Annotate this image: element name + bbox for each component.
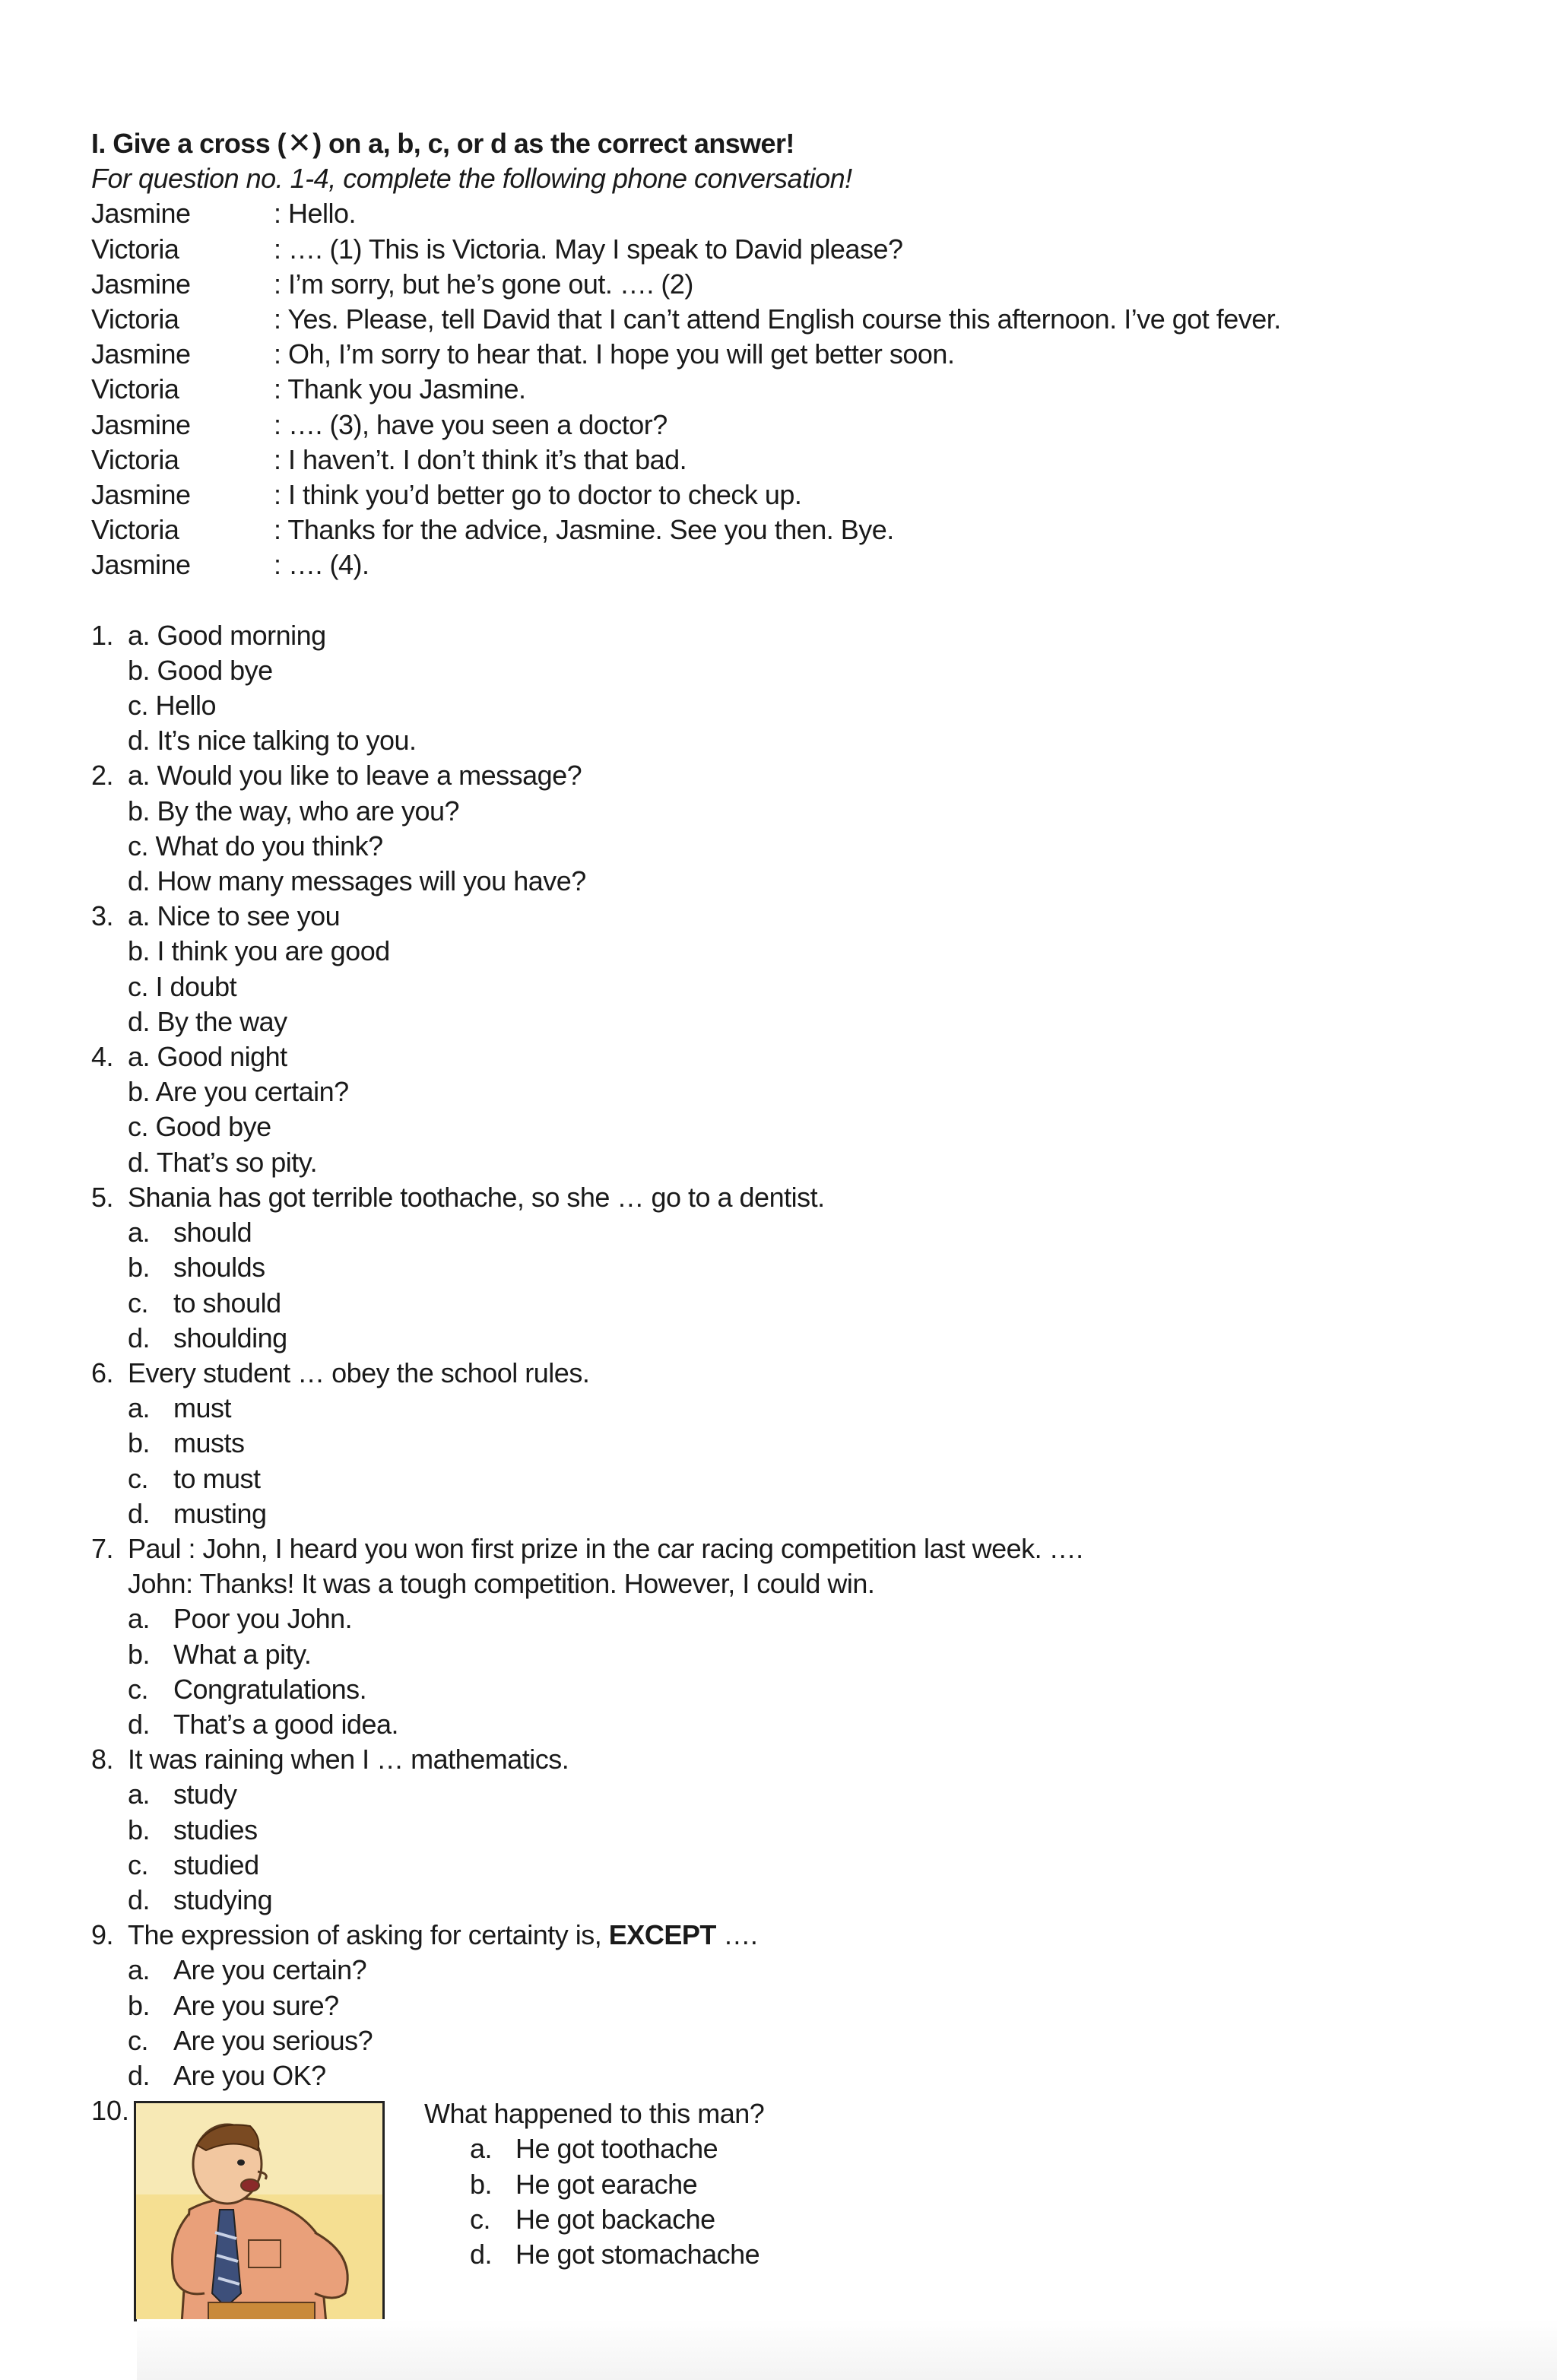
heading-prefix: I. Give a cross (: [91, 128, 286, 159]
option: [91, 1813, 1521, 1848]
option: [91, 1426, 1521, 1461]
dialog-line: [91, 408, 1521, 443]
option: [91, 1848, 1521, 1883]
speaker: Jasmine: [91, 268, 191, 300]
speaker: Jasmine: [91, 338, 191, 370]
dialog-line: [91, 267, 1521, 302]
man-illustration-icon: [136, 2103, 385, 2321]
question-6: [91, 1356, 1521, 1531]
option: [91, 2058, 1521, 2093]
option-text: He got stomachache: [515, 2238, 760, 2270]
option: [91, 1707, 1521, 1742]
option: a. Good night: [128, 1041, 287, 1073]
option: b. I think you are good: [128, 935, 390, 967]
option: d. How many messages will you have?: [128, 865, 586, 897]
dialog-line: [91, 547, 1521, 582]
utterance: : …. (1) This is Victoria. May I speak to David please?: [274, 233, 903, 265]
option: c. I doubt: [128, 970, 237, 1002]
question-10: [91, 2093, 1521, 2321]
utterance: : Thanks for the advice, Jasmine. See you then. Bye.: [274, 514, 894, 546]
option-letter: c.: [128, 1462, 149, 1494]
option-letter: b.: [470, 2168, 493, 2200]
option-text: to must: [173, 1462, 261, 1494]
utterance: : …. (4).: [274, 549, 369, 581]
worksheet: [91, 126, 1521, 2321]
dialog-line: [91, 302, 1521, 337]
option-text: He got earache: [515, 2168, 698, 2200]
question-number: 1.: [91, 619, 114, 651]
option: [91, 2023, 1521, 2058]
option-text: Are you serious?: [173, 2024, 373, 2056]
utterance: : I haven’t. I don’t think it’s that bad.: [274, 443, 687, 475]
option: [91, 1672, 1521, 1707]
option: c. Good bye: [128, 1111, 271, 1143]
dialog-line: [91, 196, 1521, 231]
option-text: studied: [173, 1848, 259, 1880]
option-text: That’s a good idea.: [173, 1708, 399, 1740]
option-text: shoulds: [173, 1252, 265, 1284]
option: a. Nice to see you: [128, 900, 341, 932]
question-stem: What happened to this man?: [424, 2098, 765, 2130]
dialog: [91, 196, 1521, 582]
question-stem: Paul : John, I heard you won first prize in the car racing competition last week. ….: [128, 1532, 1083, 1564]
option-text: He got backache: [515, 2203, 715, 2235]
option-letter: b.: [128, 1427, 151, 1459]
option-letter: a.: [128, 1603, 151, 1635]
option-letter: d.: [128, 1497, 151, 1529]
cross-icon: ✕: [287, 128, 312, 160]
question-number: 5.: [91, 1181, 114, 1213]
utterance: : …. (3), have you seen a doctor?: [274, 408, 668, 440]
speaker: Jasmine: [91, 479, 191, 511]
option: [91, 1883, 1521, 1918]
dialog-line: [91, 337, 1521, 372]
speaker: Victoria: [91, 233, 179, 265]
question-7: [91, 1531, 1521, 1742]
utterance: : Hello.: [274, 198, 357, 230]
dialog-line: [91, 478, 1521, 512]
option-letter: a.: [128, 1217, 151, 1249]
question-2: [91, 758, 1521, 899]
option: d. By the way: [128, 1005, 287, 1037]
option-letter: a.: [128, 1779, 151, 1810]
option: a. Would you like to leave a message?: [128, 760, 582, 792]
speaker: Jasmine: [91, 198, 191, 230]
option: [424, 2237, 764, 2272]
option-text: must: [173, 1392, 232, 1424]
option: [91, 1250, 1521, 1285]
option: c. What do you think?: [128, 830, 383, 862]
option-text: should: [173, 1217, 252, 1249]
dialog-line: [91, 512, 1521, 547]
stem-suffix: ….: [715, 1919, 758, 1951]
question-number: 10.: [91, 2095, 130, 2127]
speaker: Jasmine: [91, 549, 191, 581]
utterance: : I’m sorry, but he’s gone out. …. (2): [274, 268, 693, 300]
utterance: : Thank you Jasmine.: [274, 373, 526, 405]
option-letter: d.: [128, 2059, 151, 2091]
option: [91, 1988, 1521, 2023]
question-number: 3.: [91, 900, 114, 932]
option-letter: c.: [128, 1848, 149, 1880]
option: b. Good bye: [128, 654, 273, 686]
question-5: [91, 1180, 1521, 1356]
stem-emphasis: EXCEPT: [608, 1919, 716, 1951]
question-number: 7.: [91, 1532, 114, 1564]
option-letter: c.: [128, 1673, 149, 1705]
option-text: musting: [173, 1497, 267, 1529]
speaker: Victoria: [91, 514, 179, 546]
question-stem: Every student … obey the school rules.: [128, 1357, 590, 1388]
question-stem-continued: John: Thanks! It was a tough competition. However, I could win.: [128, 1568, 875, 1600]
man-with-backache-illustration: [134, 2101, 385, 2321]
option: [424, 2202, 764, 2237]
option-letter: b.: [128, 1814, 151, 1845]
option: [91, 1321, 1521, 1356]
option: [424, 2131, 764, 2166]
option-text: Are you sure?: [173, 1989, 339, 2021]
spacer: [91, 583, 1521, 618]
question-number: 2.: [91, 760, 114, 792]
question-stem: [128, 1918, 1521, 1953]
option-letter: d.: [470, 2238, 493, 2270]
option-text: Congratulations.: [173, 1673, 367, 1705]
speaker: Victoria: [91, 443, 179, 475]
question-number: 9.: [91, 1919, 114, 1951]
option: [91, 1777, 1521, 1812]
question-9: [91, 1918, 1521, 2093]
question-4: [91, 1039, 1521, 1180]
option-letter: c.: [128, 1287, 149, 1319]
heading-suffix: ) on a, b, c, or d as the correct answer!: [312, 128, 794, 159]
question-stem: It was raining when I … mathematics.: [128, 1744, 569, 1775]
option-letter: a.: [128, 1392, 151, 1424]
option: a. Good morning: [128, 619, 326, 651]
option-letter: d.: [128, 1883, 151, 1915]
option: [91, 1215, 1521, 1250]
option: d. It’s nice talking to you.: [128, 725, 417, 757]
option: c. Hello: [128, 690, 217, 722]
option-text: musts: [173, 1427, 245, 1459]
option-letter: a.: [470, 2133, 493, 2165]
option-text: Poor you John.: [173, 1603, 353, 1635]
option-letter: c.: [128, 2024, 149, 2056]
option-text: He got toothache: [515, 2133, 718, 2165]
option: [91, 1461, 1521, 1496]
page-bottom-shade: [137, 2319, 1557, 2380]
instruction: For question no. 1-4, complete the following phone conversation!: [91, 163, 852, 195]
dialog-line: [91, 443, 1521, 478]
option-text: shoulding: [173, 1322, 287, 1353]
option-text: What a pity.: [173, 1638, 312, 1670]
option: [91, 1637, 1521, 1672]
speaker: Jasmine: [91, 408, 191, 440]
option-letter: b.: [128, 1638, 151, 1670]
option-letter: a.: [128, 1954, 151, 1986]
question-number: 8.: [91, 1744, 114, 1775]
stem-prefix: The expression of asking for certainty is,: [128, 1919, 609, 1951]
question-number: 4.: [91, 1041, 114, 1073]
option: d. That’s so pity.: [128, 1146, 318, 1178]
question-10-text: [424, 2096, 764, 2272]
option-letter: b.: [128, 1989, 151, 2021]
utterance: : I think you’d better go to doctor to check up.: [274, 479, 802, 511]
option-text: to should: [173, 1287, 281, 1319]
speaker: Victoria: [91, 373, 179, 405]
option-text: studies: [173, 1814, 258, 1845]
section-heading: [91, 126, 1521, 161]
question-3: [91, 899, 1521, 1039]
option: b. Are you certain?: [128, 1076, 349, 1108]
option-text: Are you certain?: [173, 1954, 367, 1986]
question-number: 6.: [91, 1357, 114, 1388]
option: [91, 1496, 1521, 1531]
option-letter: c.: [470, 2203, 491, 2235]
question-1: [91, 618, 1521, 759]
utterance: : Oh, I’m sorry to hear that. I hope you will get better soon.: [274, 338, 955, 370]
option-letter: b.: [128, 1252, 151, 1284]
utterance: : Yes. Please, tell David that I can’t attend English course this afternoon. I’ve got fever.: [274, 303, 1281, 335]
option: b. By the way, who are you?: [128, 795, 460, 827]
option: [91, 1601, 1521, 1636]
question-stem: Shania has got terrible toothache, so she … go to a dentist.: [128, 1181, 825, 1213]
option: [91, 1286, 1521, 1321]
dialog-line: [91, 372, 1521, 407]
option-text: studying: [173, 1883, 273, 1915]
question-8: [91, 1742, 1521, 1918]
option-text: study: [173, 1779, 237, 1810]
option: [91, 1953, 1521, 1988]
option-text: Are you OK?: [173, 2059, 326, 2091]
option-letter: d.: [128, 1322, 151, 1353]
option-letter: d.: [128, 1708, 151, 1740]
option: [424, 2167, 764, 2202]
speaker: Victoria: [91, 303, 179, 335]
dialog-line: [91, 232, 1521, 267]
option: [91, 1391, 1521, 1426]
